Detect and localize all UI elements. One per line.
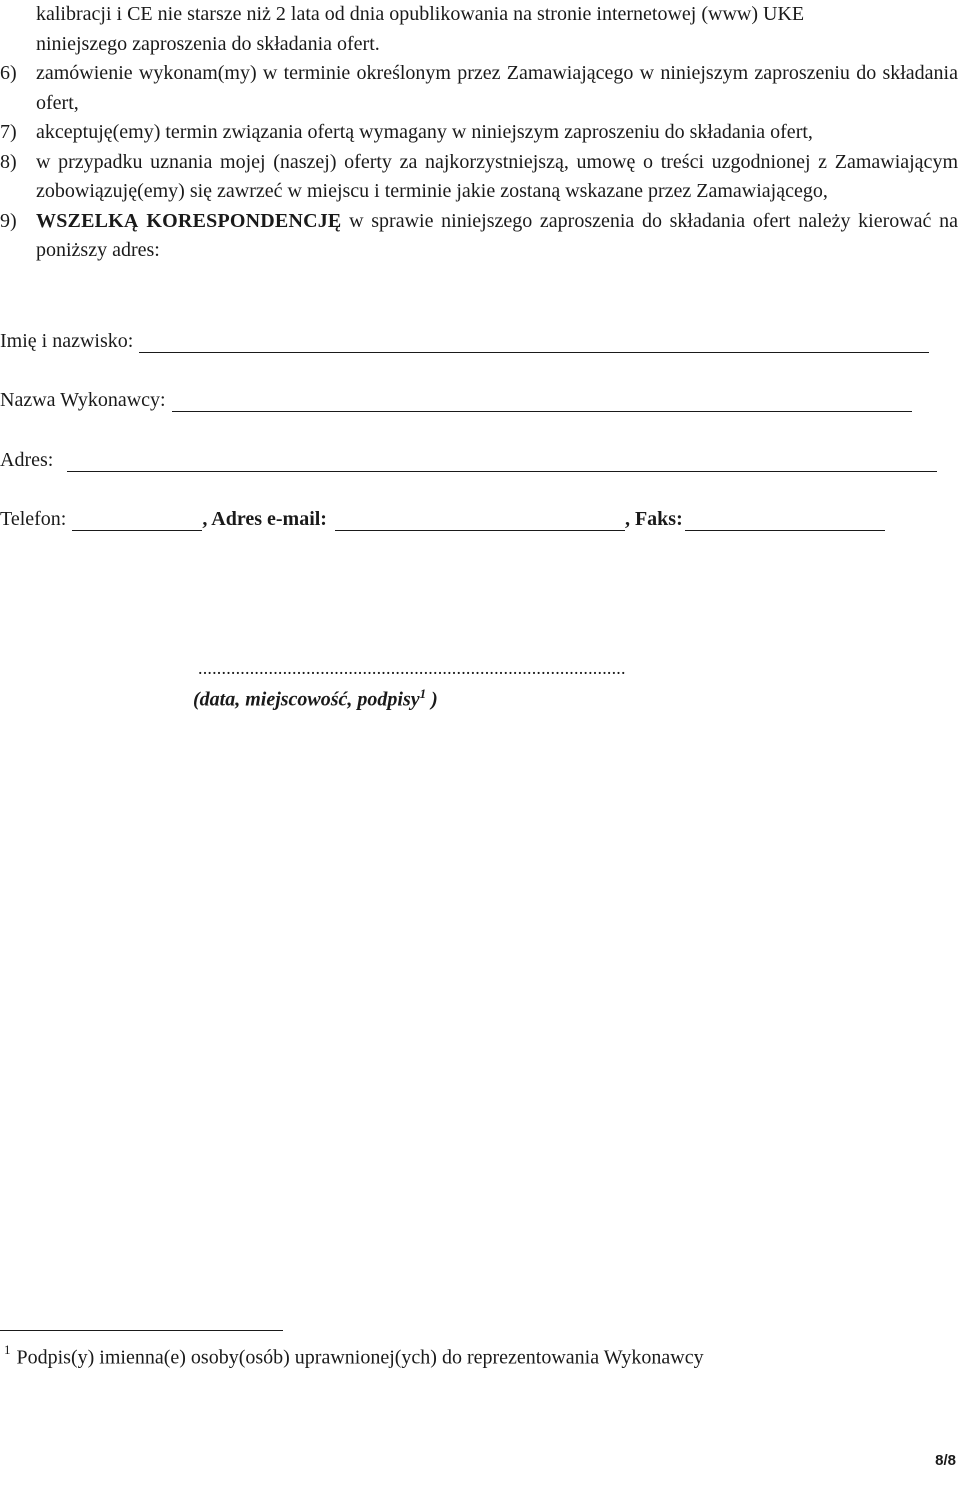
phone-label: Telefon: xyxy=(0,508,67,530)
list-item-8 xyxy=(0,148,960,207)
name-field-row xyxy=(0,330,929,353)
list-item-text: zamówienie wykonam(my) w terminie określonym przez Zamawiającego w niniejszym zaproszeniu do składania ofert, xyxy=(36,62,958,114)
list-continuation-line: niniejszego zaproszenia do składania ofert. xyxy=(36,32,380,55)
address-field-row xyxy=(0,449,937,472)
list-item-text xyxy=(36,207,960,266)
footnote-divider xyxy=(0,1330,283,1331)
list-item-text-rest: w sprawie niniejszego zaproszenia do składania ofert należy kierować na poniższy adres: xyxy=(36,209,958,261)
name-field[interactable] xyxy=(139,334,929,353)
list-item-number: 7) xyxy=(0,121,17,143)
footnote-text: Podpis(y) imienna(e) osoby(osób) uprawnionej(ych) do reprezentowania Wykonawcy xyxy=(16,1346,704,1369)
declarations-list xyxy=(0,0,960,266)
contractor-label: Nazwa Wykonawcy: xyxy=(0,389,166,411)
signature-line: ........................................................................................... xyxy=(198,658,626,678)
contractor-name-field[interactable] xyxy=(172,393,912,412)
footnote-marker: 1 xyxy=(4,1342,11,1357)
correspondence-heading: WSZELKĄ KORESPONDENCJĘ xyxy=(36,209,342,232)
list-item-9 xyxy=(0,207,960,266)
list-item-number: 8) xyxy=(0,150,17,173)
email-label: , Adres e-mail: xyxy=(202,508,327,530)
list-continuation-line: kalibracji i CE nie starsze niż 2 lata od dnia opublikowania na stronie internetowej (www) UKE xyxy=(36,3,805,25)
fax-label: , Faks: xyxy=(624,508,683,530)
list-item-number: 6) xyxy=(0,62,17,84)
list-item-text: w przypadku uznania mojej (naszej) oferty za najkorzystniejszą, umowę o treści uzgodnionej z Zamawiającym zobowiązuję(emy) się zawrzeć w miejscu i terminie jakie zostaną wskazane przez Zamawiającego, xyxy=(36,150,958,202)
list-item-6 xyxy=(0,59,960,118)
phone-field[interactable] xyxy=(72,512,202,531)
name-label: Imię i nazwisko: xyxy=(0,330,134,352)
signature-caption-end: ) xyxy=(426,688,438,711)
signature-footnote-ref: 1 xyxy=(419,686,427,701)
list-item-text: akceptuję(emy) termin związania ofertą wymagany w niniejszym zaproszeniu do składania ofert, xyxy=(36,121,813,143)
footnote xyxy=(4,1344,704,1370)
list-item-7 xyxy=(0,118,960,148)
signature-caption-text: (data, miejscowość, podpisy xyxy=(193,688,420,711)
signature-caption xyxy=(193,686,438,712)
address-field[interactable] xyxy=(67,453,937,472)
page-number: 8/8 xyxy=(935,1452,956,1469)
list-item-number: 9) xyxy=(0,209,17,232)
address-label: Adres: xyxy=(0,449,54,471)
contractor-field-row xyxy=(0,389,912,412)
email-field[interactable] xyxy=(335,512,625,531)
contact-field-row xyxy=(0,508,885,531)
fax-field[interactable] xyxy=(685,512,885,531)
